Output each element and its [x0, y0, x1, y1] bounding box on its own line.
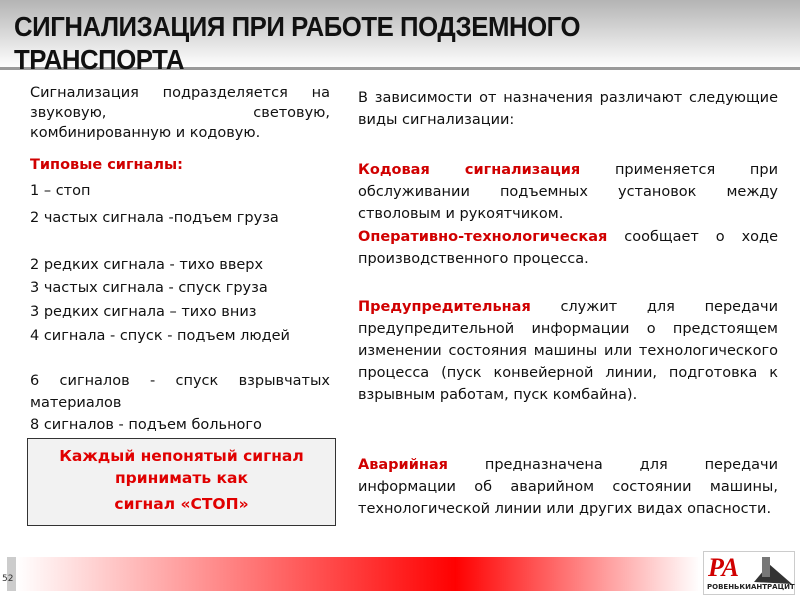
- type-emergency: [358, 454, 778, 520]
- type-term: Аварийная: [358, 457, 448, 473]
- signal-item: 3 частых сигнала - спуск груза: [30, 280, 268, 296]
- right-intro: В зависимости от назначения различают следующие виды сигнализации:: [358, 90, 778, 128]
- signal-item: 4 сигнала - спуск - подъем людей: [30, 328, 290, 344]
- notice-line: сигнал «СТОП»: [114, 495, 249, 513]
- type-term: Кодовая сигнализация: [358, 162, 581, 178]
- signal-item: 8 сигналов - подъем больного: [30, 417, 262, 433]
- type-warning: [358, 296, 778, 406]
- signals-heading: Типовые сигналы:: [30, 157, 183, 173]
- signal-item: 3 редких сигнала – тихо вниз: [30, 304, 257, 320]
- footer-gradient-bar: [16, 557, 456, 591]
- company-logo: [703, 551, 795, 595]
- left-intro: Сигнализация подразделяется на звуковую, световую, комбинированную и кодовую.: [30, 85, 330, 141]
- type-operational: [358, 226, 778, 270]
- signal-item: 2 редких сигнала - тихо вверх: [30, 257, 264, 273]
- notice-line: принимать как: [114, 469, 249, 487]
- signal-item: 2 частых сигнала -подъем груза: [30, 210, 279, 226]
- notice-line: Каждый непонятый сигнал: [59, 447, 304, 465]
- page-number: 52: [2, 574, 14, 584]
- logo-mark: РА: [708, 553, 739, 582]
- signal-item: 6 сигналов - спуск взрывчатых материалов: [30, 373, 330, 411]
- type-term: Оперативно-технологическая: [358, 229, 608, 245]
- slide-title: СИГНАЛИЗАЦИЯ ПРИ РАБОТЕ ПОДЗЕМНОГО ТРАНСПОРТА: [14, 11, 581, 75]
- type-text: предназначена для передачи информации об аварийном состоянии машины, технологической линии или других видах опасности.: [358, 457, 778, 517]
- signal-item: 1 – стоп: [30, 183, 91, 199]
- footer-gradient-bar: [455, 557, 700, 591]
- type-text: служит для передачи предупредительной информации о предстоящем изменении состояния машины или технологического процесса (пуск конвейерной линии, подготовка к взрывным работам, пуск комбайна).: [358, 299, 778, 403]
- type-term: Предупредительная: [358, 299, 531, 315]
- type-coded: [358, 159, 778, 225]
- type-text: сообщает о ходе производственного процесса.: [358, 229, 778, 267]
- logo-caption: РОВЕНЬКИАНТРАЦИТ: [707, 583, 795, 591]
- notice-box: [27, 438, 336, 526]
- type-text: применяется при обслуживании подъемных установок между стволовым и рукоятчиком.: [358, 162, 778, 222]
